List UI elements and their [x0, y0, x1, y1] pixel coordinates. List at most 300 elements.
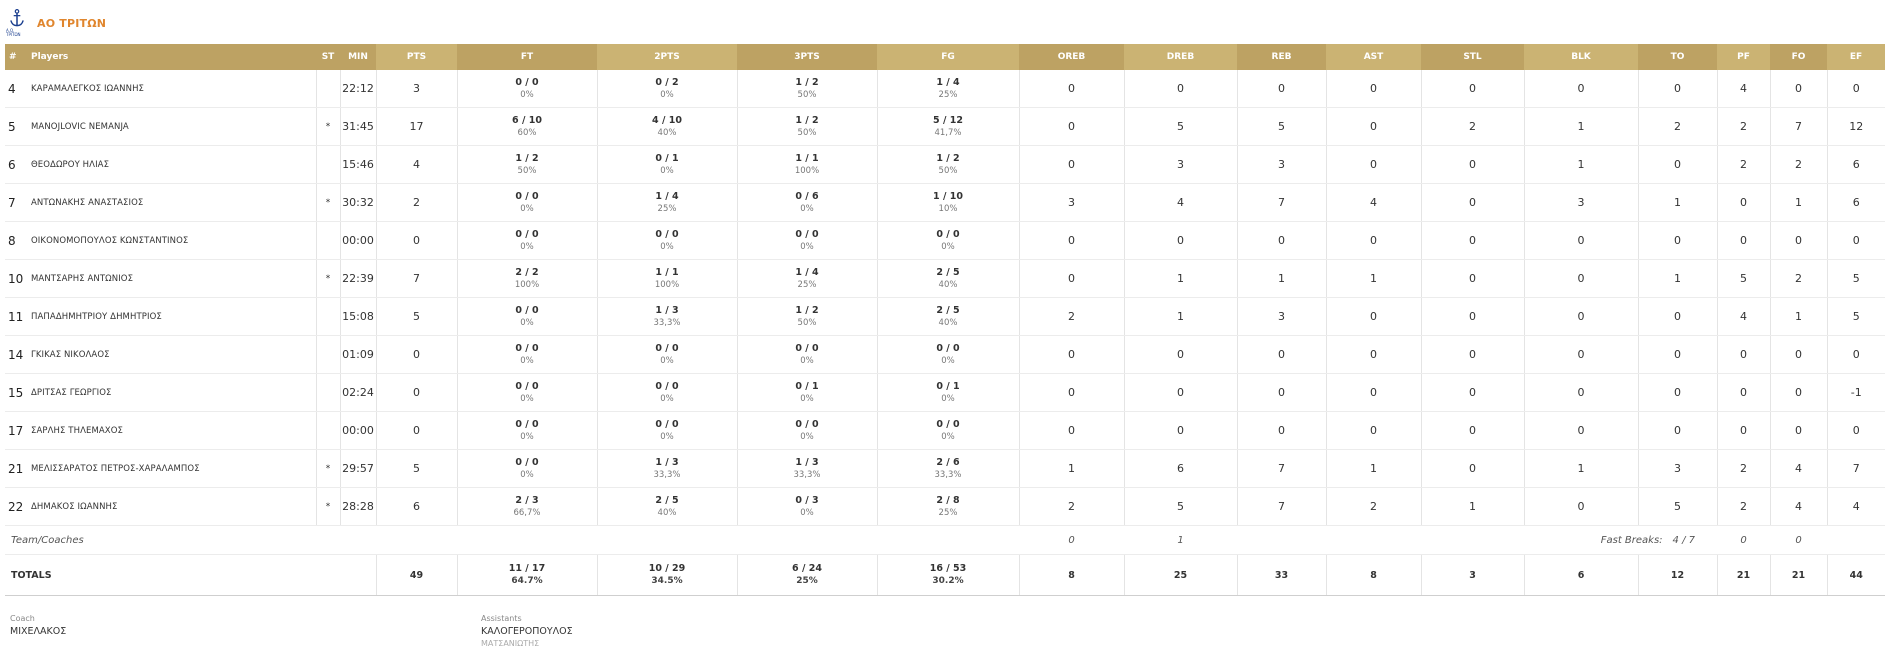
ft	[457, 412, 597, 450]
column-header-fo[interactable]: FO	[1770, 44, 1827, 70]
starter-mark	[316, 336, 340, 374]
fast-breaks	[1421, 526, 1717, 555]
anchor-icon	[9, 9, 25, 28]
column-header-ef[interactable]: EF	[1827, 44, 1885, 70]
three-pts	[737, 260, 877, 298]
table-row[interactable]	[5, 450, 1885, 488]
ft	[457, 184, 597, 222]
three-pts-pct: 33,3%	[793, 469, 821, 480]
total-ast: 8	[1326, 555, 1421, 596]
ef: 12	[1827, 108, 1885, 146]
stl: 0	[1421, 336, 1524, 374]
blk: 0	[1524, 336, 1638, 374]
three-pts-pct: 0%	[800, 431, 814, 442]
table-row[interactable]	[5, 146, 1885, 184]
column-header-fg[interactable]: FG	[877, 44, 1019, 70]
blk: 0	[1524, 260, 1638, 298]
two-pts-pct: 100%	[654, 279, 680, 290]
player-name[interactable]: MANOJLOVIC NEMANJA	[27, 108, 316, 146]
oreb: 0	[1019, 336, 1124, 374]
stl: 0	[1421, 450, 1524, 488]
three-pts-pct: 0%	[800, 241, 814, 252]
stl: 0	[1421, 374, 1524, 412]
field-goals-made: 2 / 8	[936, 494, 960, 506]
ft-made: 2 / 3	[515, 494, 539, 506]
ef: 0	[1827, 70, 1885, 108]
ef: 4	[1827, 488, 1885, 526]
ft-made: 0 / 0	[515, 190, 539, 202]
field-goals	[877, 108, 1019, 146]
pf: 2	[1717, 108, 1770, 146]
total-pf: 21	[1717, 555, 1770, 596]
oreb: 1	[1019, 450, 1124, 488]
to: 0	[1638, 298, 1717, 336]
ast: 0	[1326, 336, 1421, 374]
field-goals	[877, 336, 1019, 374]
three-pts-made: 0 / 0	[795, 418, 819, 430]
field-goals-pct: 0%	[941, 241, 955, 252]
three-pts-pct: 25%	[797, 279, 817, 290]
two-pts-pct: 0%	[660, 431, 674, 442]
field-goals	[877, 260, 1019, 298]
column-header-stl[interactable]: STL	[1421, 44, 1524, 70]
three-pts-made: 1 / 4	[795, 266, 819, 278]
field-goals-made: 0 / 0	[936, 342, 960, 354]
three-pts	[737, 374, 877, 412]
to: 3	[1638, 450, 1717, 488]
column-header-pf[interactable]: PF	[1717, 44, 1770, 70]
total-oreb: 8	[1019, 555, 1124, 596]
ft-pct: 0%	[520, 317, 534, 328]
field-goals	[877, 146, 1019, 184]
table-row[interactable]	[5, 260, 1885, 298]
column-header-pts[interactable]: PTS	[376, 44, 457, 70]
player-name[interactable]: ΔΗΜΑΚΟΣ ΙΩΑΝΝΗΣ	[27, 488, 316, 526]
two-pts-pct: 0%	[660, 241, 674, 252]
three-pts-pct: 100%	[794, 165, 820, 176]
field-goals-pct: 50%	[938, 165, 958, 176]
starter-mark: *	[316, 108, 340, 146]
total-field-goals-pct: 30.2%	[932, 576, 964, 586]
dreb: 0	[1124, 374, 1237, 412]
field-goals	[877, 374, 1019, 412]
field-goals-made: 2 / 6	[936, 456, 960, 468]
field-goals-made: 1 / 2	[936, 152, 960, 164]
dreb: 4	[1124, 184, 1237, 222]
player-number: 14	[5, 336, 27, 374]
ft-made: 0 / 0	[515, 418, 539, 430]
to: 5	[1638, 488, 1717, 526]
starter-mark	[316, 146, 340, 184]
player-name[interactable]: ΑΝΤΩΝΑΚΗΣ ΑΝΑΣΤΑΣΙΟΣ	[27, 184, 316, 222]
stl: 0	[1421, 70, 1524, 108]
column-header-oreb[interactable]: OREB	[1019, 44, 1124, 70]
three-pts-pct: 50%	[797, 89, 817, 100]
reb: 0	[1237, 70, 1326, 108]
total-two-pts-made: 10 / 29	[648, 563, 686, 574]
total-blk: 6	[1524, 555, 1638, 596]
three-pts-pct: 50%	[797, 317, 817, 328]
two-pts-made: 4 / 10	[652, 114, 682, 126]
three-pts	[737, 184, 877, 222]
player-name[interactable]: ΔΡΙΤΣΑΣ ΓΕΩΡΓΙΟΣ	[27, 374, 316, 412]
field-goals-pct: 25%	[938, 89, 958, 100]
pf: 2	[1717, 146, 1770, 184]
three-pts	[737, 488, 877, 526]
three-pts-made: 1 / 2	[795, 304, 819, 316]
blk: 1	[1524, 146, 1638, 184]
ft-pct: 0%	[520, 203, 534, 214]
blk: 0	[1524, 488, 1638, 526]
ast: 0	[1326, 298, 1421, 336]
starter-mark	[316, 298, 340, 336]
ft-made: 0 / 0	[515, 228, 539, 240]
total-ft-pct: 64.7%	[511, 576, 543, 586]
dreb: 1	[1124, 298, 1237, 336]
table-row[interactable]	[5, 298, 1885, 336]
ft-made: 1 / 2	[515, 152, 539, 164]
points: 3	[376, 70, 457, 108]
ft	[457, 108, 597, 146]
fo: 4	[1770, 450, 1827, 488]
points: 6	[376, 488, 457, 526]
three-pts-made: 1 / 2	[795, 76, 819, 88]
three-pts-made: 1 / 2	[795, 114, 819, 126]
table-body	[5, 70, 1885, 596]
team-empty	[1237, 526, 1326, 555]
dreb: 1	[1124, 260, 1237, 298]
ft-made: 0 / 0	[515, 456, 539, 468]
table-row[interactable]	[5, 108, 1885, 146]
two-pts	[597, 374, 737, 412]
player-number: 11	[5, 298, 27, 336]
two-pts	[597, 146, 737, 184]
ast: 0	[1326, 70, 1421, 108]
coach-name: ΜΙΧΕΛΑΚΟΣ	[10, 626, 67, 637]
oreb: 0	[1019, 260, 1124, 298]
ft-made: 0 / 0	[515, 304, 539, 316]
player-name[interactable]: ΚΑΡΑΜΑΛΕΓΚΟΣ ΙΩΑΝΝΗΣ	[27, 70, 316, 108]
total-field-goals	[877, 555, 1019, 596]
field-goals-pct: 10%	[938, 203, 958, 214]
total-points: 49	[376, 555, 457, 596]
starter-mark	[316, 374, 340, 412]
starter-mark: *	[316, 184, 340, 222]
two-pts-made: 1 / 1	[655, 266, 679, 278]
dreb: 3	[1124, 146, 1237, 184]
table-row[interactable]	[5, 70, 1885, 108]
player-name[interactable]: ΜΑΝΤΣΑΡΗΣ ΑΝΤΩΝΙΟΣ	[27, 260, 316, 298]
column-header-to[interactable]: TO	[1638, 44, 1717, 70]
two-pts	[597, 298, 737, 336]
ft	[457, 70, 597, 108]
two-pts-pct: 0%	[660, 89, 674, 100]
ft-made: 0 / 0	[515, 76, 539, 88]
oreb: 2	[1019, 488, 1124, 526]
player-name[interactable]: ΓΚΙΚΑΣ ΝΙΚΟΛΑΟΣ	[27, 336, 316, 374]
player-name[interactable]: ΠΑΠΑΔΗΜΗΤΡΙΟΥ ΔΗΜΗΤΡΙΟΣ	[27, 298, 316, 336]
ef: 0	[1827, 336, 1885, 374]
blk: 0	[1524, 222, 1638, 260]
ft-made: 0 / 0	[515, 380, 539, 392]
table-row[interactable]	[5, 184, 1885, 222]
dreb: 0	[1124, 70, 1237, 108]
three-pts-made: 0 / 3	[795, 494, 819, 506]
ef: 0	[1827, 222, 1885, 260]
reb: 7	[1237, 488, 1326, 526]
minutes: 01:09	[340, 336, 376, 374]
two-pts-pct: 0%	[660, 393, 674, 404]
player-name[interactable]: ΜΕΛΙΣΣΑΡΑΤΟΣ ΠΕΤΡΟΣ-ΧΑΡΑΛΑΜΠΟΣ	[27, 450, 316, 488]
ef: 0	[1827, 412, 1885, 450]
blk: 1	[1524, 450, 1638, 488]
starter-mark: *	[316, 260, 340, 298]
stl: 0	[1421, 412, 1524, 450]
coach-section	[10, 614, 66, 637]
player-number: 6	[5, 146, 27, 184]
two-pts	[597, 108, 737, 146]
dreb: 0	[1124, 336, 1237, 374]
fo: 0	[1770, 222, 1827, 260]
ef: 7	[1827, 450, 1885, 488]
three-pts	[737, 298, 877, 336]
three-pts	[737, 70, 877, 108]
two-pts-pct: 40%	[657, 507, 677, 518]
reb: 1	[1237, 260, 1326, 298]
ft-pct: 66,7%	[513, 507, 541, 518]
fo: 0	[1770, 70, 1827, 108]
column-header-st[interactable]: ST	[316, 44, 340, 70]
field-goals-made: 1 / 4	[936, 76, 960, 88]
table-row[interactable]	[5, 374, 1885, 412]
starter-mark: *	[316, 450, 340, 488]
team-empty	[1326, 526, 1421, 555]
two-pts-pct: 33,3%	[653, 317, 681, 328]
reb: 3	[1237, 298, 1326, 336]
player-name[interactable]: ΟΙΚΟΝΟΜΟΠΟΥΛΟΣ ΚΩΝΣΤΑΝΤΙΝΟΣ	[27, 222, 316, 260]
minutes: 00:00	[340, 222, 376, 260]
ft-pct: 50%	[517, 165, 537, 176]
column-header-3pts[interactable]: 3PTS	[737, 44, 877, 70]
field-goals-pct: 40%	[938, 317, 958, 328]
ft-pct: 0%	[520, 469, 534, 480]
field-goals	[877, 298, 1019, 336]
three-pts-made: 1 / 3	[795, 456, 819, 468]
field-goals	[877, 488, 1019, 526]
ast: 2	[1326, 488, 1421, 526]
two-pts-pct: 40%	[657, 127, 677, 138]
ft-made: 0 / 0	[515, 342, 539, 354]
ft	[457, 450, 597, 488]
player-number: 4	[5, 70, 27, 108]
table-row[interactable]	[5, 488, 1885, 526]
field-goals-made: 2 / 5	[936, 304, 960, 316]
team-pf: 0	[1770, 526, 1827, 555]
team-name[interactable]: ΑΟ ΤΡΙΤΩΝ	[37, 16, 107, 30]
player-number: 8	[5, 222, 27, 260]
ef: 6	[1827, 146, 1885, 184]
two-pts-made: 0 / 2	[655, 76, 679, 88]
player-number: 21	[5, 450, 27, 488]
player-name[interactable]: ΘΕΟΔΩΡΟΥ ΗΛΙΑΣ	[27, 146, 316, 184]
header-row	[5, 44, 1885, 70]
field-goals-made: 0 / 1	[936, 380, 960, 392]
two-pts-pct: 25%	[657, 203, 677, 214]
three-pts-pct: 0%	[800, 393, 814, 404]
two-pts-made: 2 / 5	[655, 494, 679, 506]
column-header-players[interactable]: Players	[27, 44, 316, 70]
team-logo	[6, 9, 28, 37]
three-pts-made: 1 / 1	[795, 152, 819, 164]
blk: 0	[1524, 374, 1638, 412]
player-number: 10	[5, 260, 27, 298]
minutes: 15:46	[340, 146, 376, 184]
three-pts	[737, 450, 877, 488]
totals-row	[5, 555, 1885, 596]
column-header-dreb[interactable]: DREB	[1124, 44, 1237, 70]
column-header-reb[interactable]: REB	[1237, 44, 1326, 70]
blk: 0	[1524, 70, 1638, 108]
column-header-blk[interactable]: BLK	[1524, 44, 1638, 70]
minutes: 30:32	[340, 184, 376, 222]
ast: 0	[1326, 412, 1421, 450]
field-goals-pct: 41,7%	[934, 127, 962, 138]
to: 0	[1638, 222, 1717, 260]
fast-breaks-value: 4 / 7	[1672, 534, 1695, 546]
team-header	[6, 6, 106, 40]
three-pts	[737, 222, 877, 260]
column-header-min[interactable]: MIN	[340, 44, 376, 70]
reb: 7	[1237, 184, 1326, 222]
two-pts-pct: 0%	[660, 355, 674, 366]
oreb: 0	[1019, 222, 1124, 260]
dreb: 6	[1124, 450, 1237, 488]
blk: 3	[1524, 184, 1638, 222]
dreb: 5	[1124, 488, 1237, 526]
ft	[457, 488, 597, 526]
column-header-ft[interactable]: FT	[457, 44, 597, 70]
total-three-pts-made: 6 / 24	[792, 563, 822, 574]
two-pts-made: 0 / 0	[655, 342, 679, 354]
field-goals	[877, 184, 1019, 222]
ft	[457, 374, 597, 412]
table-row[interactable]	[5, 222, 1885, 260]
total-two-pts	[597, 555, 737, 596]
reb: 0	[1237, 374, 1326, 412]
two-pts	[597, 260, 737, 298]
points: 5	[376, 298, 457, 336]
two-pts	[597, 412, 737, 450]
field-goals	[877, 450, 1019, 488]
oreb: 0	[1019, 108, 1124, 146]
three-pts	[737, 108, 877, 146]
reb: 0	[1237, 222, 1326, 260]
reb: 3	[1237, 146, 1326, 184]
three-pts-pct: 50%	[797, 127, 817, 138]
coach-label: Coach	[10, 614, 35, 623]
field-goals-pct: 0%	[941, 393, 955, 404]
to: 1	[1638, 260, 1717, 298]
two-pts-made: 0 / 0	[655, 418, 679, 430]
total-fo: 21	[1770, 555, 1827, 596]
two-pts	[597, 488, 737, 526]
starter-mark	[316, 412, 340, 450]
two-pts-pct: 33,3%	[653, 469, 681, 480]
two-pts-made: 0 / 0	[655, 228, 679, 240]
three-pts-pct: 0%	[800, 355, 814, 366]
minutes: 29:57	[340, 450, 376, 488]
to: 0	[1638, 412, 1717, 450]
blk: 0	[1524, 412, 1638, 450]
to: 0	[1638, 146, 1717, 184]
two-pts-made: 0 / 0	[655, 380, 679, 392]
stl: 0	[1421, 222, 1524, 260]
column-header-2pts[interactable]: 2PTS	[597, 44, 737, 70]
total-field-goals-made: 16 / 53	[929, 563, 967, 574]
stl: 2	[1421, 108, 1524, 146]
minutes: 22:12	[340, 70, 376, 108]
player-name[interactable]: ΣΑΡΛΗΣ ΤΗΛΕΜΑΧΟΣ	[27, 412, 316, 450]
oreb: 0	[1019, 412, 1124, 450]
stl: 1	[1421, 488, 1524, 526]
field-goals-made: 1 / 10	[933, 190, 963, 202]
three-pts-pct: 0%	[800, 507, 814, 518]
field-goals	[877, 70, 1019, 108]
ft-pct: 0%	[520, 393, 534, 404]
field-goals-pct: 0%	[941, 431, 955, 442]
column-header-[interactable]: #	[5, 44, 27, 70]
pf: 0	[1717, 374, 1770, 412]
ft	[457, 222, 597, 260]
field-goals-pct: 33,3%	[934, 469, 962, 480]
minutes: 15:08	[340, 298, 376, 336]
oreb: 2	[1019, 298, 1124, 336]
to: 0	[1638, 70, 1717, 108]
field-goals-made: 0 / 0	[936, 418, 960, 430]
two-pts	[597, 222, 737, 260]
three-pts-made: 0 / 0	[795, 342, 819, 354]
three-pts	[737, 146, 877, 184]
column-header-ast[interactable]: AST	[1326, 44, 1421, 70]
three-pts-made: 0 / 0	[795, 228, 819, 240]
pf: 2	[1717, 488, 1770, 526]
table-row[interactable]	[5, 412, 1885, 450]
totals-label: TOTALS	[5, 555, 376, 596]
fo: 1	[1770, 184, 1827, 222]
stl: 0	[1421, 184, 1524, 222]
reb: 0	[1237, 336, 1326, 374]
ast: 0	[1326, 374, 1421, 412]
ft-pct: 60%	[517, 127, 537, 138]
total-three-pts-pct: 25%	[796, 576, 818, 586]
field-goals-pct: 40%	[938, 279, 958, 290]
points: 7	[376, 260, 457, 298]
reb: 7	[1237, 450, 1326, 488]
table-row[interactable]	[5, 336, 1885, 374]
ast: 4	[1326, 184, 1421, 222]
boxscore-table-container	[5, 44, 1885, 596]
ast: 0	[1326, 108, 1421, 146]
three-pts	[737, 412, 877, 450]
pf: 0	[1717, 336, 1770, 374]
points: 0	[376, 222, 457, 260]
fo: 0	[1770, 412, 1827, 450]
dreb: 5	[1124, 108, 1237, 146]
ef: 5	[1827, 260, 1885, 298]
ast: 0	[1326, 146, 1421, 184]
three-pts-made: 0 / 6	[795, 190, 819, 202]
player-number: 17	[5, 412, 27, 450]
